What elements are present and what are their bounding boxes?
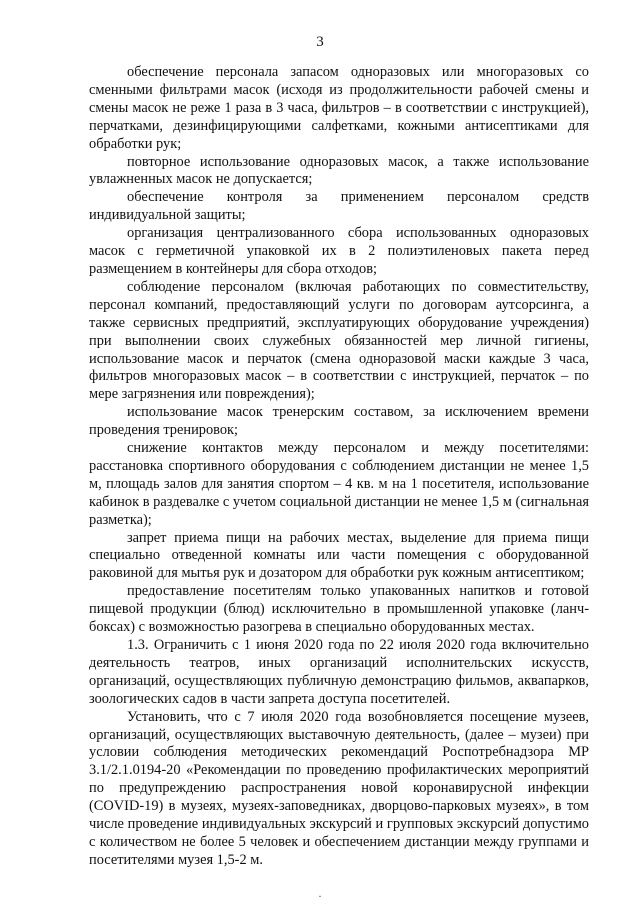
paragraph: снижение контактов между персоналом и между посетителями: расстановка спортивного оборудования с соблюдением дистанции не менее 1,5 м, площадь залов для занятия спортом – 4 кв. м на 1 посетителя, использование кабинок в раздевалке с учетом социальной дистанции не менее 1,5 м (сигнальная разметка); [89, 440, 589, 528]
paragraph: обеспечение персонала запасом одноразовых или многоразовых со сменными фильтрами масок (исходя из продолжительности рабочей смены и смены масок не реже 1 раза в 3 часа, фильтров – в соответствии с инструкцией), перчатками, дезинфицирующими салфетками, кожными антисептиками для обработки рук; [89, 64, 589, 152]
paragraph: Установить, что с 7 июля 2020 года возобновляется посещение музеев, организаций, осуществляющих выставочную деятельность, (далее – музеи) при условии соблюдения методических рекомендаций Роспотребнадзора МР 3.1/2.1.0194-20 «Рекомендации по проведению профилактических мероприятий по предупреждению распространения новой коронавирусной инфекции (COVID-19) в музеях, музеях-заповедниках, дворцово-парковых музеях», в том числе проведение индивидуальных экскурсий и групповых экскурсий допустимо с количеством не более 5 человек и обеспечением дистанции между группами и посетителями музея 1,5-2 м. [89, 708, 589, 868]
page-number: 3 [316, 34, 324, 50]
paragraph: обеспечение контроля за применением персоналом средств индивидуальной защиты; [89, 189, 589, 224]
scan-artifact-mark: · [318, 889, 322, 903]
paragraph: повторное использование одноразовых масок, а также использование увлажненных масок не допускается; [89, 153, 589, 188]
document-body [89, 64, 589, 870]
paragraph: организация централизованного сбора использованных одноразовых масок с герметичной упаковкой их в 2 полиэтиленовых пакета перед размещением в контейнеры для сбора отходов; [89, 225, 589, 277]
paragraph: соблюдение персоналом (включая работающих по совместительству, персонал компаний, предоставляющий услуги по договорам аутсорсинга, а также сервисных предприятий, эксплуатирующих оборудование учреждения) при выполнении своих служебных обязанностей мер личной гигиены, использование масок и перчаток (смена одноразовой маски каждые 3 часа, фильтров многоразовых масок – в соответствии с инструкцией, перчаток – по мере загрязнения или повреждения); [89, 278, 589, 403]
paragraph: 1.3. Ограничить с 1 июня 2020 года по 22 июля 2020 года включительно деятельность театров, иных организаций исполнительских искусств, организаций, осуществляющих публичную демонстрацию фильмов, аквапарков, зоологических садов в части запрета доступа посетителей. [89, 637, 589, 707]
paragraph: запрет приема пищи на рабочих местах, выделение для приема пищи специально отведенной комнаты или части помещения с оборудованной раковиной для мытья рук и дозатором для обработки рук кожным антисептиком; [89, 529, 589, 582]
paragraph: предоставление посетителям только упакованных напитков и готовой пищевой продукции (блюд) исключительно в промышленной упаковке (ланч-боксах) с возможностью разогрева в специально оборудованных местах. [89, 583, 589, 636]
paragraph: использование масок тренерским составом, за исключением времени проведения тренировок; [89, 404, 589, 439]
